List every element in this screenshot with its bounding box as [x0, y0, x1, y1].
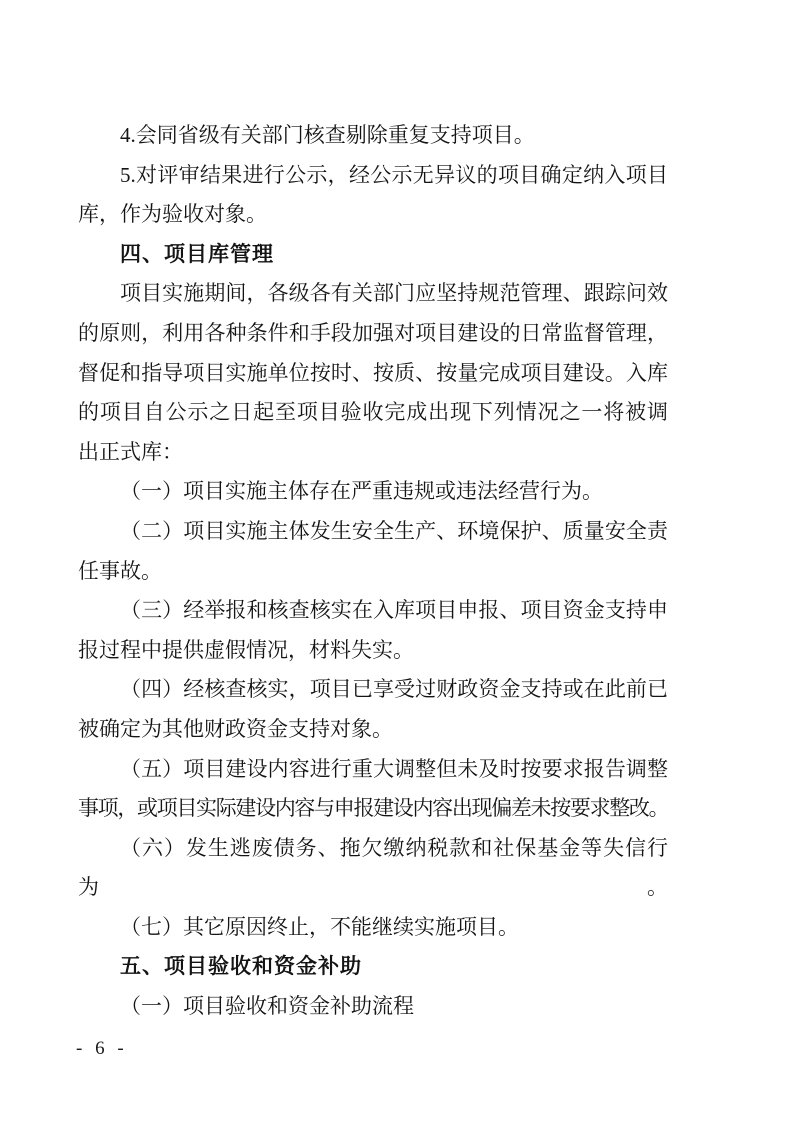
text-line: 督促和指导项目实施单位按时、按质、按量完成项目建设。入库 — [78, 360, 668, 385]
text-line: 出正式库： — [78, 439, 183, 464]
text-line: （六）发生逃废债务、拖欠缴纳税款和社保基金等失信行为。 — [78, 835, 668, 900]
text-line: 的原则，利用各种条件和手段加强对项目建设的日常监督管理， — [78, 320, 668, 345]
text-line: （五）项目建设内容进行重大调整但未及时按要求报告调整 — [120, 756, 668, 781]
text-line: 任事故。 — [78, 558, 162, 583]
text-line: （三）经举报和核查核实在入库项目申报、项目资金支持申 — [120, 598, 668, 623]
text-line: （四）经核查核实，项目已享受过财政资金支持或在此前已 — [120, 677, 668, 702]
text-line: 报过程中提供虚假情况，材料失实。 — [78, 637, 414, 662]
text-line: 4.会同省级有关部门核查剔除重复支持项目。 — [120, 123, 535, 147]
text-line: 的项目自公示之日起至项目验收完成出现下列情况之一将被调 — [78, 400, 668, 425]
text-line: （一）项目验收和资金补助流程 — [120, 994, 414, 1019]
text-line: （一）项目实施主体存在严重违规或违法经营行为。 — [120, 479, 603, 504]
text-line: 5.对评审结果进行公示，经公示无异议的项目确定纳入项目 — [120, 162, 668, 187]
text-line: （二）项目实施主体发生安全生产、环境保护、质量安全责 — [120, 518, 668, 543]
text-line: 项目实施期间，各级各有关部门应坚持规范管理、跟踪问效 — [120, 281, 668, 306]
text-line: （七）其它原因终止，不能继续实施项目。 — [120, 914, 519, 939]
text-line: 事项，或项目实际建设内容与申报建设内容出现偏差未按要求整改。 — [78, 796, 668, 821]
page-number: - 6 - — [76, 1038, 128, 1059]
document-body — [78, 116, 668, 1027]
text-line: 五、项目验收和资金补助 — [120, 955, 362, 979]
text-line: 库，作为验收对象。 — [78, 202, 267, 227]
text-line: 四、项目库管理 — [120, 242, 274, 266]
text-line: 被确定为其他财政资金支持对象。 — [78, 716, 393, 741]
